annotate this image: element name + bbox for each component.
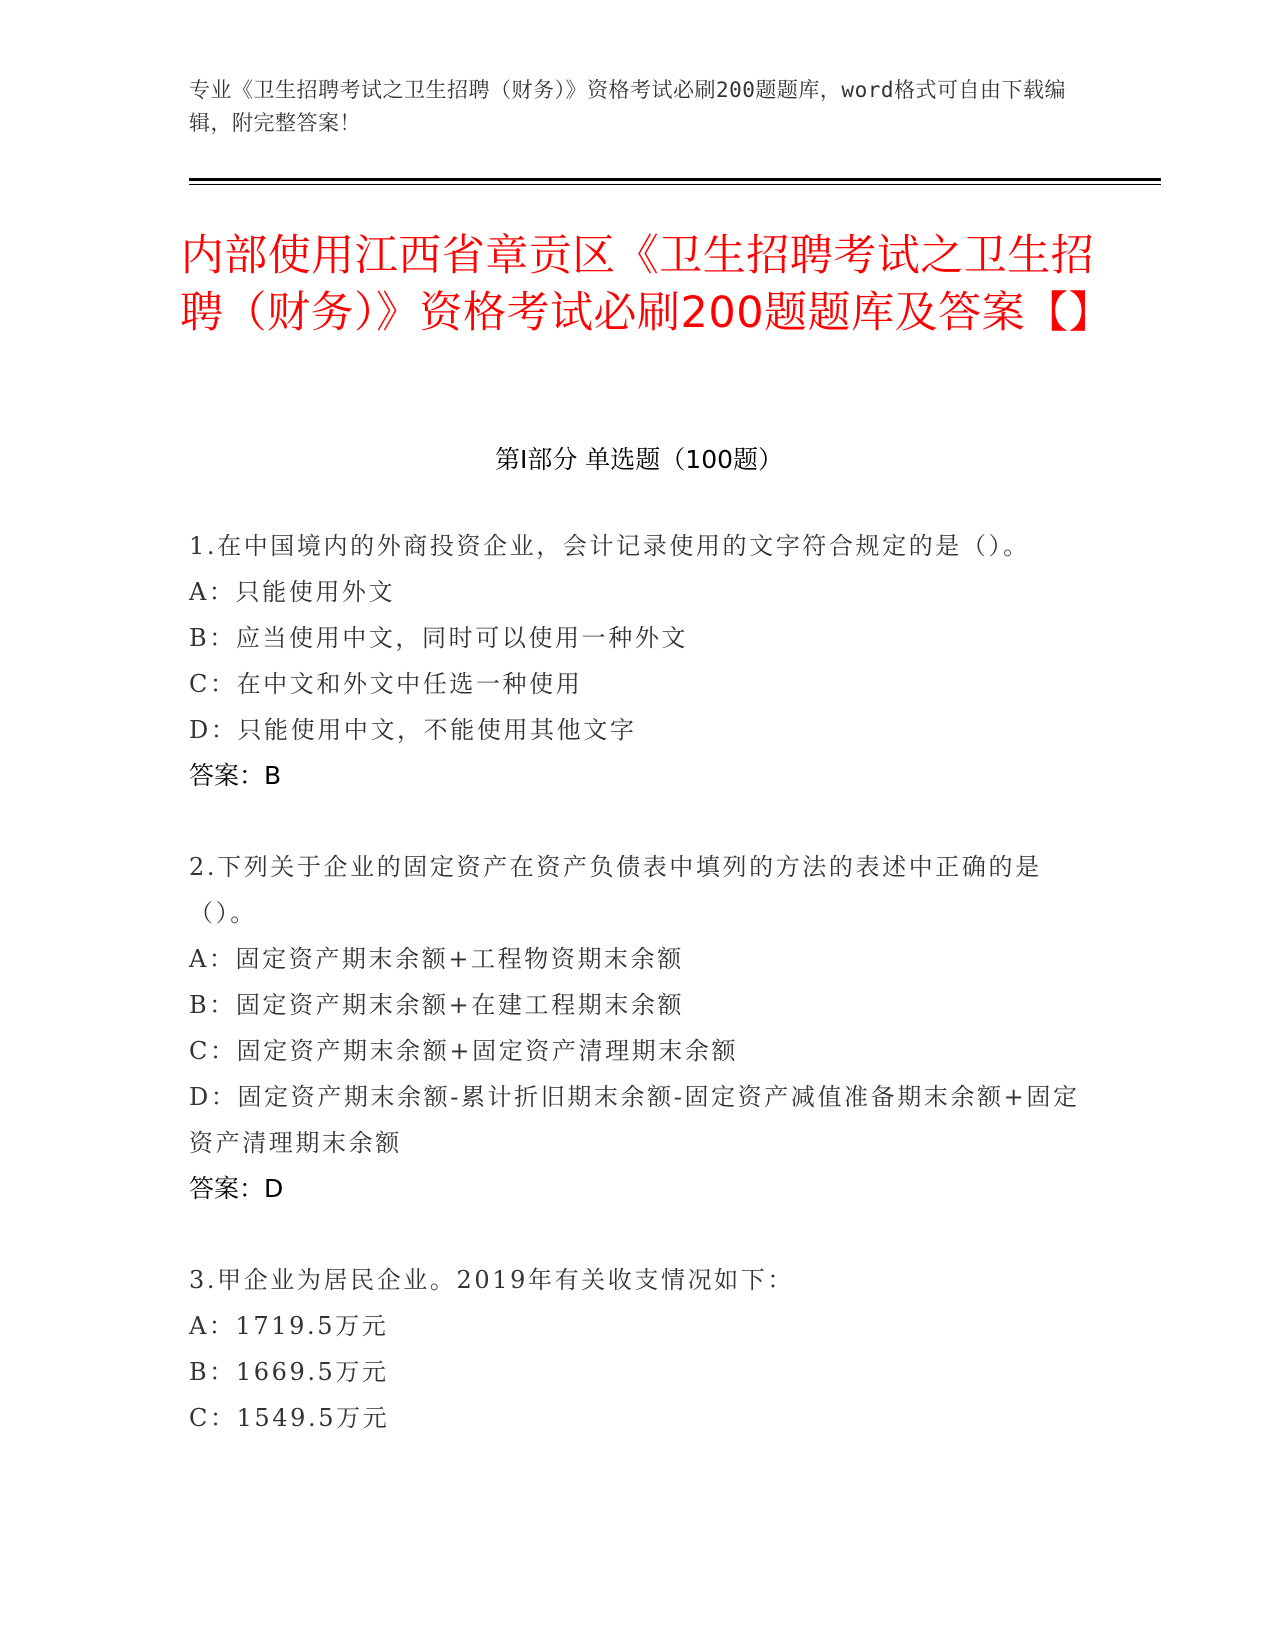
answer: 答案：B — [189, 761, 282, 790]
question-stem: 3.甲企业为居民企业。2019年有关收支情况如下： — [189, 1266, 794, 1294]
answer: 答案：D — [189, 1174, 284, 1203]
question-list — [189, 523, 1089, 1486]
option-c: C：固定资产期末余额+固定资产清理期末余额 — [189, 1037, 739, 1065]
option-a: A：只能使用外文 — [189, 578, 396, 606]
section-title: 第I部分 单选题（100题） — [494, 445, 784, 474]
option-d: D：只能使用中文，不能使用其他文字 — [189, 716, 637, 744]
header-rule-thin — [189, 184, 1161, 185]
option-d: D：固定资产期末余额-累计折旧期末余额-固定资产减值准备期末余额+固定资产清理期末余额 — [189, 1083, 1080, 1157]
option-b: B：应当使用中文，同时可以使用一种外文 — [189, 624, 689, 652]
question-stem: 1.在中国境内的外商投资企业，会计记录使用的文字符合规定的是（）。 — [189, 532, 1030, 560]
header-rule-thick — [189, 178, 1161, 181]
question-3 — [189, 1257, 1089, 1441]
option-a: A：固定资产期末余额+工程物资期末余额 — [189, 945, 684, 973]
header-note: 专业《卫生招聘考试之卫生招聘（财务）》资格考试必刷200题题库，word格式可自由下载编辑，附完整答案！ — [189, 78, 1066, 135]
option-b: B：1669.5万元 — [189, 1358, 389, 1386]
option-c: C：1549.5万元 — [189, 1404, 390, 1432]
question-2 — [189, 844, 1089, 1212]
document-title: 内部使用江西省章贡区《卫生招聘考试之卫生招聘（财务）》资格考试必刷200题题库及答案【】 — [180, 231, 1113, 338]
option-a: A：1719.5万元 — [189, 1312, 389, 1340]
option-c: C：在中文和外文中任选一种使用 — [189, 670, 583, 698]
question-stem: 2.下列关于企业的固定资产在资产负债表中填列的方法的表述中正确的是（）。 — [189, 853, 1042, 927]
question-1 — [189, 523, 1089, 799]
option-b: B：固定资产期末余额+在建工程期末余额 — [189, 991, 685, 1019]
